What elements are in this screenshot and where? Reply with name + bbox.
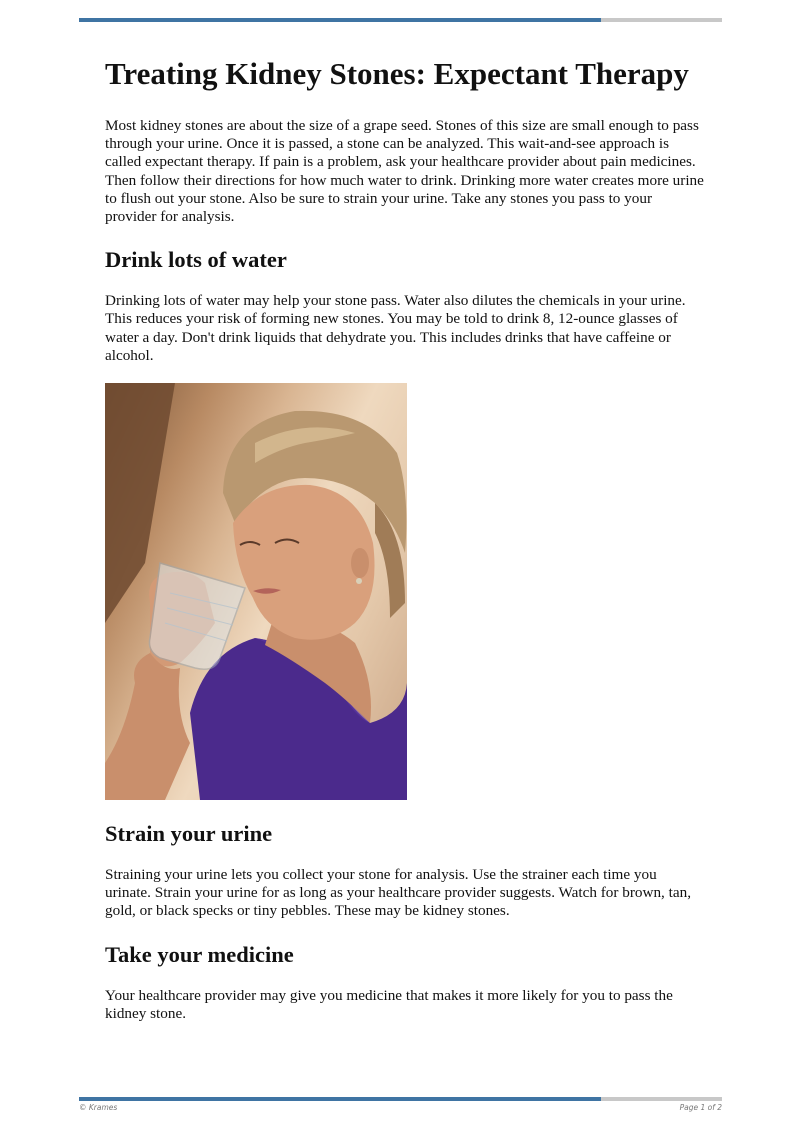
intro-paragraph: Most kidney stones are about the size of a grape seed. Stones of this size are small enough to pass through your urine. Once it is passed, a stone can be analyzed. This wait-and-see approach is called expectant therapy. If pain is a problem, ask your healthcare provider about pain medicines. Then follow their directions for how much water to drink. Drinking more water creates more urine to flush out your stone. Also be sure to strain your urine. Take any stones you pass to your provider for analysis.: [105, 117, 704, 226]
document-content: [105, 55, 705, 1023]
footer-page-number: Page 1 of 2: [679, 1103, 722, 1112]
section-heading-take-medicine: Take your medicine: [105, 941, 294, 967]
page-title: Treating Kidney Stones: Expectant Therapy: [105, 56, 689, 91]
section-heading-strain-urine: Strain your urine: [105, 821, 273, 847]
woman-drinking-water-photo: [105, 383, 407, 800]
photo-illustration: [105, 383, 407, 800]
footer-copyright: © Krames: [79, 1103, 118, 1112]
top-rule-accent: [79, 18, 601, 22]
bottom-rule-accent: [79, 1097, 601, 1101]
bottom-rule: [79, 1097, 722, 1101]
bottom-rule-gray: [601, 1097, 722, 1101]
top-rule: [79, 18, 722, 22]
section-body-take-medicine: Your healthcare provider may give you medicine that makes it more likely for you to pass the kidney stone.: [105, 986, 673, 1022]
section-body-drink-water: Drinking lots of water may help your stone pass. Water also dilutes the chemicals in your urine. This reduces your risk of forming new stones. You may be told to drink 8, 12-ounce glasses of water a day. Don't drink liquids that dehydrate you. This includes drinks that have caffeine or alcohol.: [105, 292, 686, 364]
top-rule-gray: [601, 18, 722, 22]
section-body-strain-urine: Straining your urine lets you collect your stone for analysis. Use the strainer each time you urinate. Strain your urine for as long as your healthcare provider suggests. Watch for brown, tan, gold, or black specks or tiny pebbles. These may be kidney stones.: [105, 866, 692, 920]
section-heading-drink-water: Drink lots of water: [105, 247, 287, 273]
